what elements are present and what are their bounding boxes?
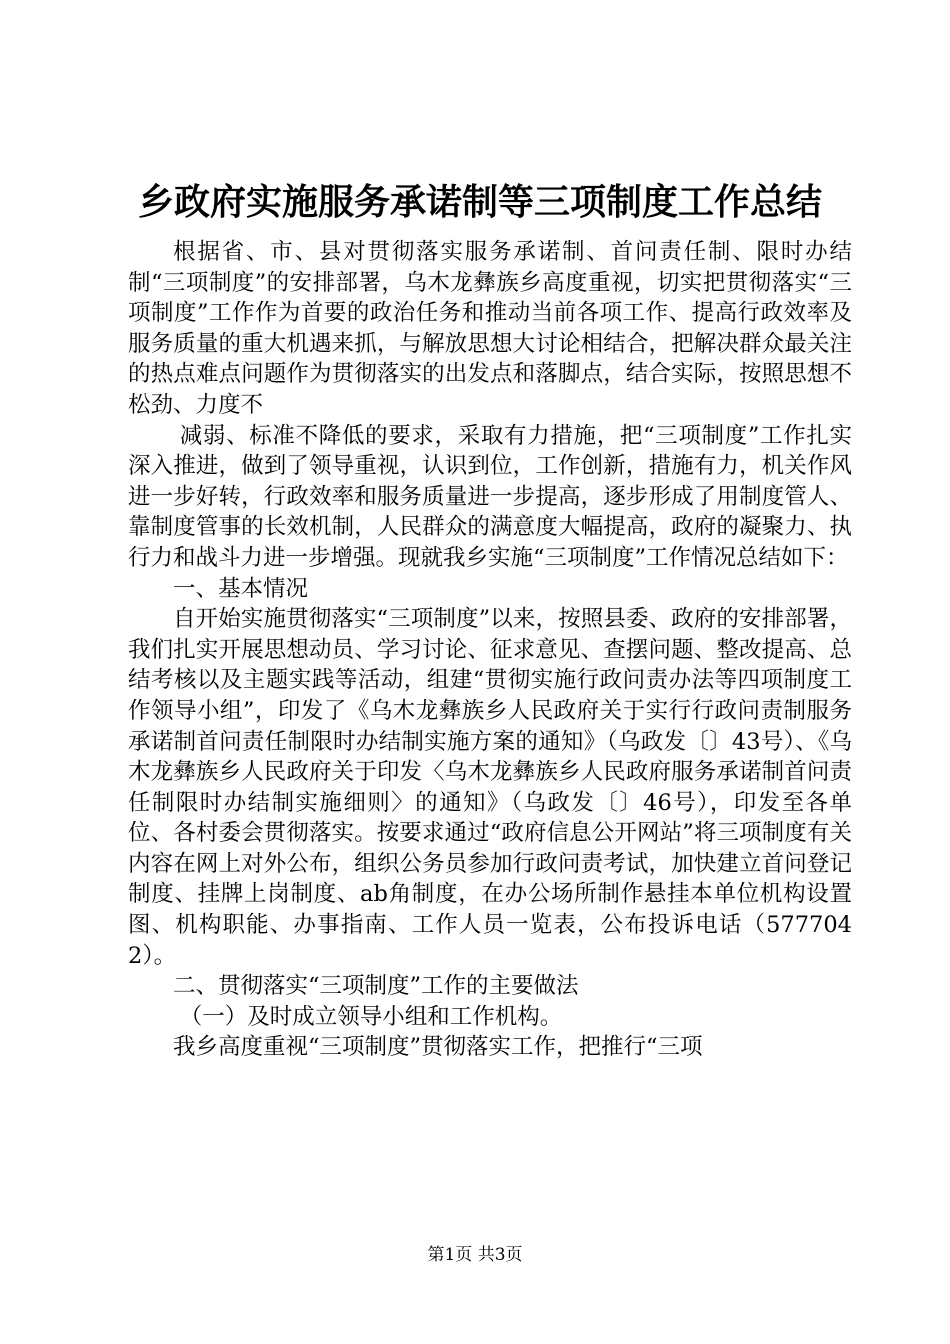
paragraph-intro-continued: 减弱、标准不降低的要求，采取有力措施，把“三项制度”工作扎实深入推进，做到了领导重视，认识到位，工作创新，措施有力，机关作风进一步好转，行政效率和服务质量进一步提高，逐步形成了用制度管人、靠制度管事的长效机制，人民群众的满意度大幅提高，政府的凝聚力、执行力和战斗力进一步增强。现就我乡实施“三项制度”工作情况总结如下： (128, 422, 852, 571)
section-heading-main-practices: 二、贯彻落实“三项制度”工作的主要做法 (173, 973, 579, 1000)
page-footer: 第1页 共3页 (427, 1245, 523, 1265)
document-title: 乡政府实施服务承诺制等三项制度工作总结 (137, 181, 822, 223)
paragraph-intro: 根据省、市、县对贯彻落实服务承诺制、首问责任制、限时办结制“三项制度”的安排部署，乌木龙彝族乡高度重视，切实把贯彻落实“三项制度”工作作为首要的政治任务和推动当前各项工作、提高行政效率及服务质量的重大机遇来抓，与解放思想大讨论相结合，把解决群众最关注的热点难点问题作为贯彻落实的出发点和落脚点，结合实际，按照思想不松劲、力度不 (128, 239, 852, 418)
subsection-heading-leading-group: （一）及时成立领导小组和工作机构。 (179, 1003, 563, 1030)
section-heading-basic-situation: 一、基本情况 (173, 575, 309, 602)
paragraph-basic-situation: 自开始实施贯彻落实“三项制度”以来，按照县委、政府的安排部署，我们扎实开展思想动员、学习讨论、征求意见、查摆问题、整改提高、总结考核以及主题实践等活动，组建“贯彻实施行政问责办法等四项制度工作领导小组”，印发了《乌木龙彝族乡人民政府关于实行行政问责制服务承诺制首问责任制限时办结制实施方案的通知》（乌政发〔〕43号）、《乌木龙彝族乡人民政府关于印发〈乌木龙彝族乡人民政府服务承诺制首问责任制限时办结制实施细则〉的通知》（乌政发〔〕46号），印发至各单位、各村委会贯彻落实。按要求通过“政府信息公开网站”将三项制度有关内容在网上对外公布，组织公务员参加行政问责考试，加快建立首问登记制度、挂牌上岗制度、ab角制度，在办公场所制作悬挂本单位机构设置图、机构职能、办事指南、工作人员一览表，公布投诉电话（5777042）。 (128, 606, 852, 969)
document-body (128, 237, 852, 1063)
paragraph-leading-group: 我乡高度重视“三项制度”贯彻落实工作，把推行“三项 (173, 1034, 703, 1061)
